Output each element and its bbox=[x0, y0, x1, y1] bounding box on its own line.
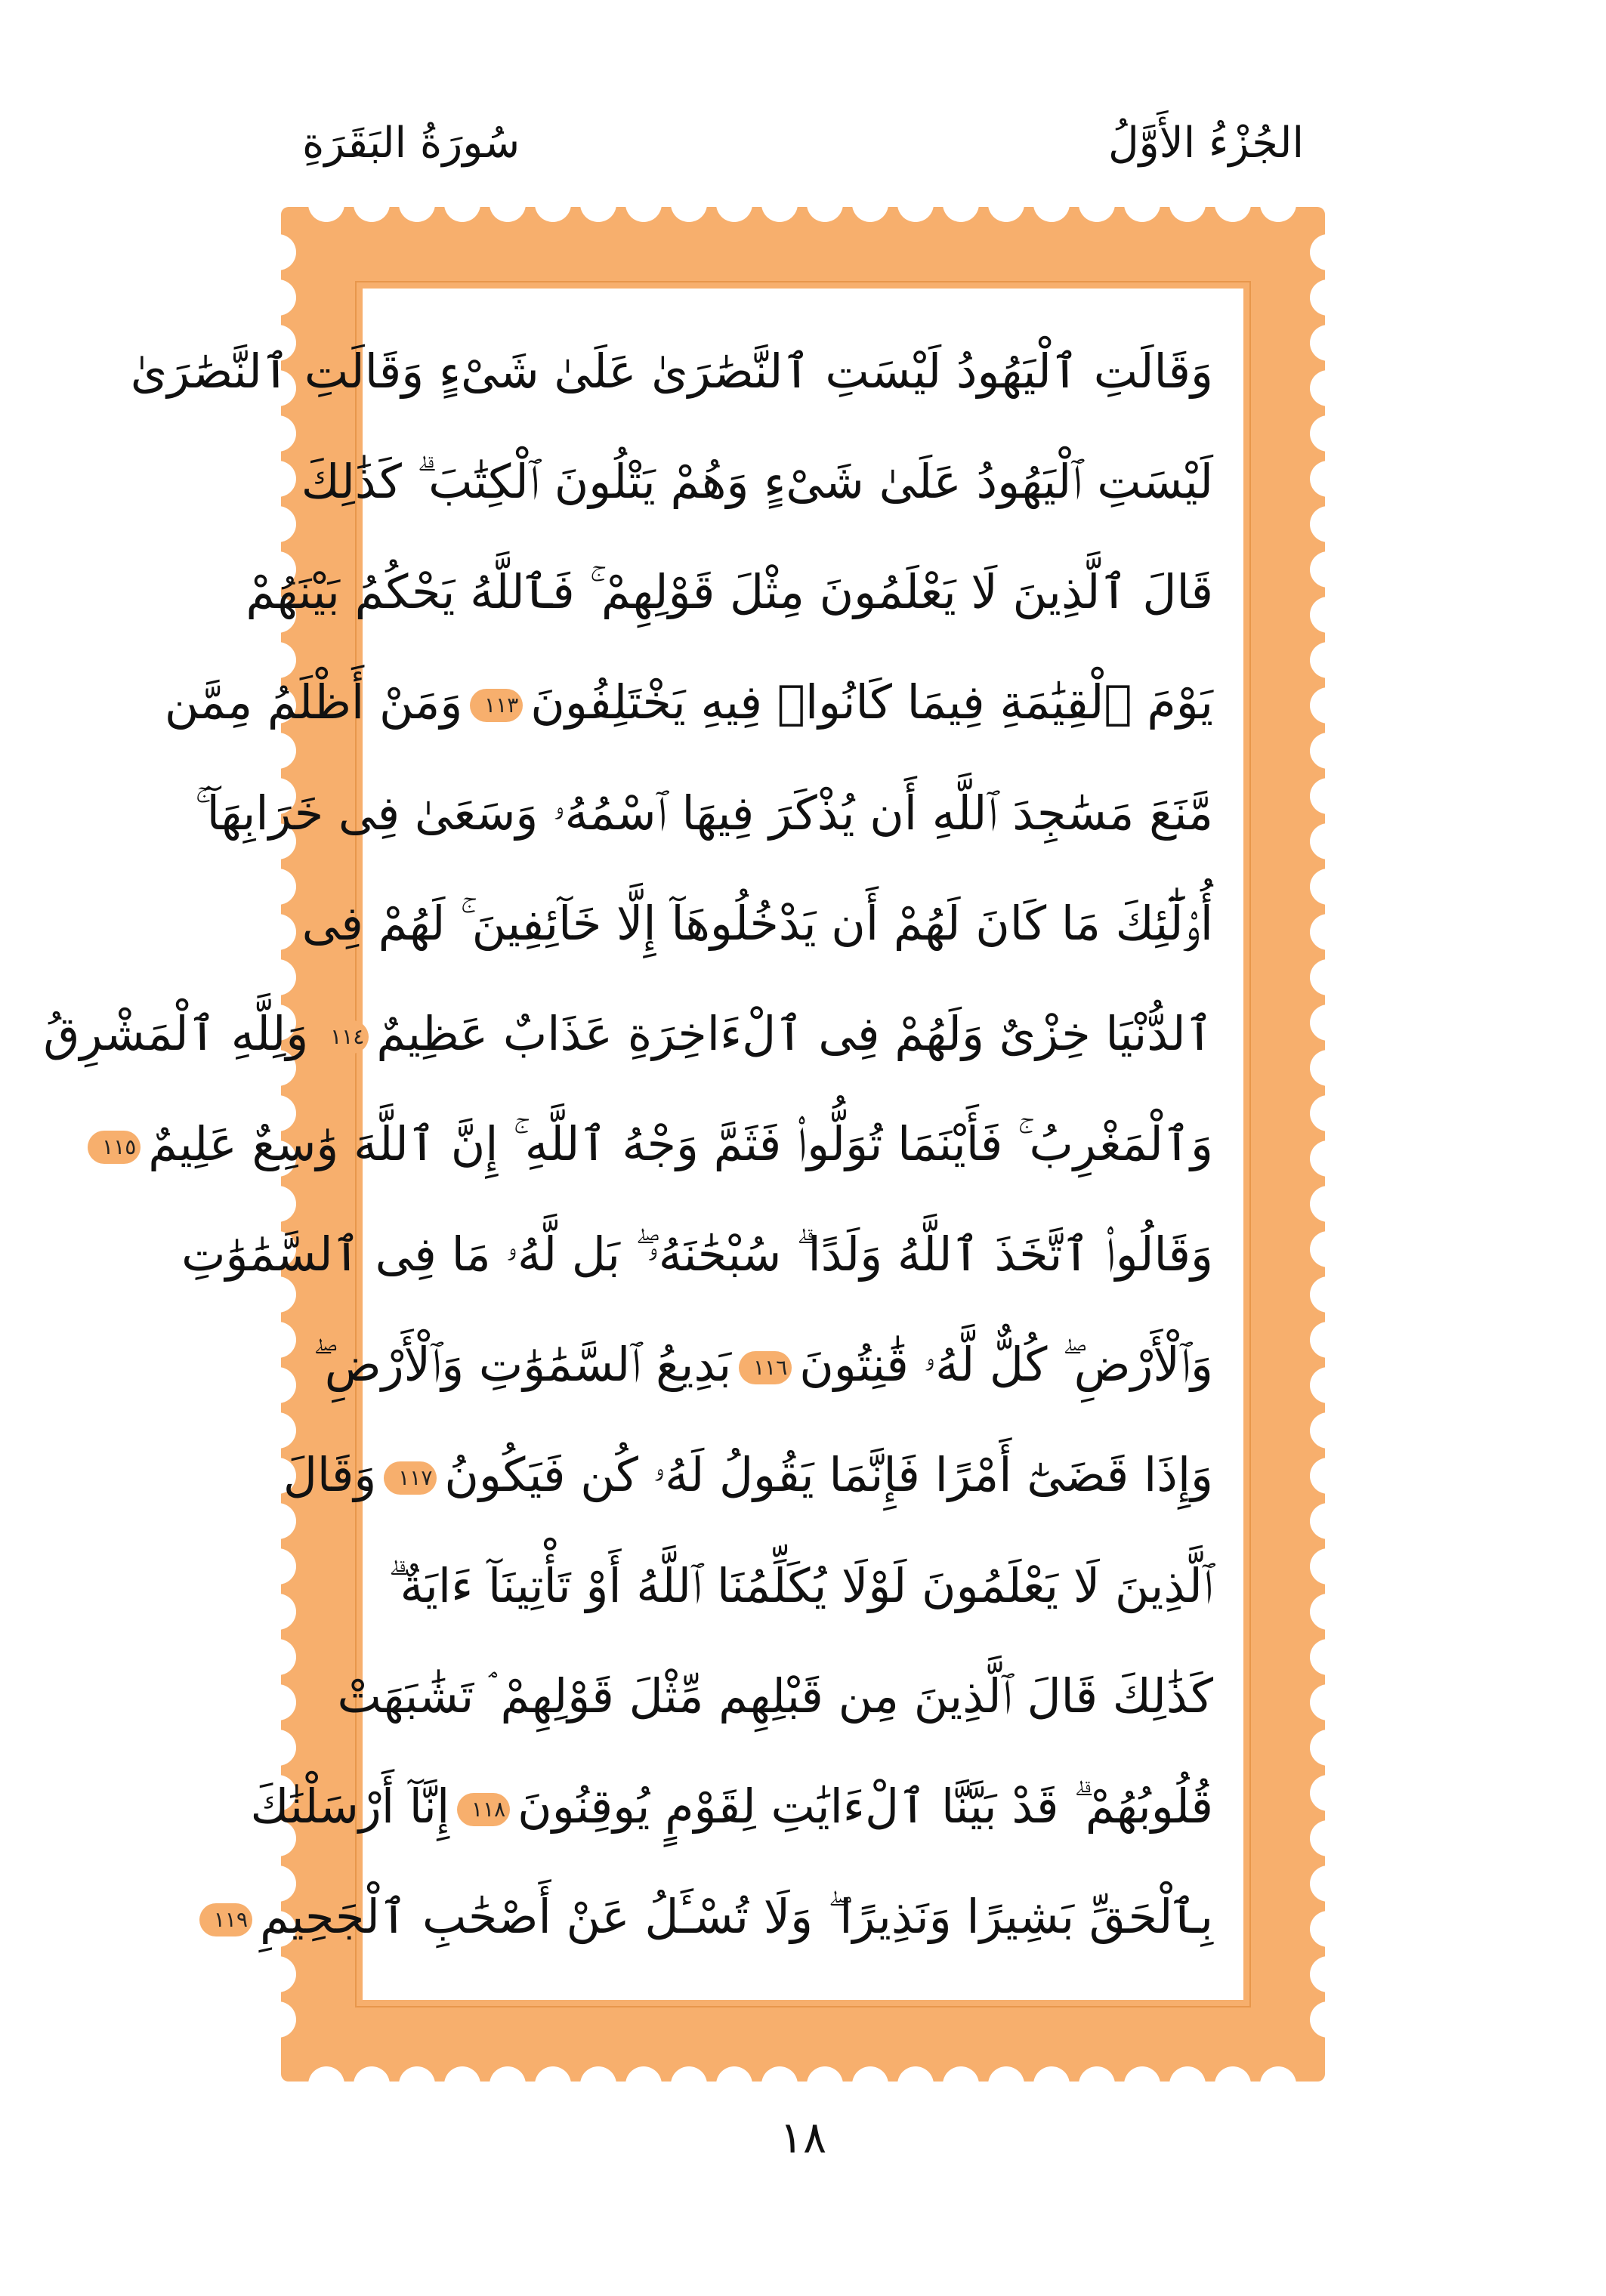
scallop-notch bbox=[625, 2066, 662, 2103]
scallop-notch bbox=[1310, 1367, 1346, 1403]
scallop-notch bbox=[1310, 1956, 1346, 1992]
scallop-notch bbox=[308, 186, 344, 222]
scallop-notch bbox=[625, 186, 662, 222]
scallop-notch bbox=[1310, 415, 1346, 452]
text-line-4 bbox=[164, 650, 1213, 755]
scallop-notch bbox=[260, 1367, 296, 1403]
scallop-notch bbox=[1079, 186, 1115, 222]
scallop-notch bbox=[943, 2066, 979, 2103]
scallop-notch bbox=[260, 1639, 296, 1675]
scallop-notch bbox=[1310, 370, 1346, 406]
text-line-12 bbox=[388, 1533, 1213, 1639]
scallop-notch bbox=[260, 2001, 296, 2038]
scallop-notch bbox=[260, 1594, 296, 1630]
scallop-notch bbox=[354, 186, 390, 222]
scallop-notch bbox=[1310, 1775, 1346, 1811]
scallop-notch bbox=[1310, 1730, 1346, 1766]
scallop-notch bbox=[444, 186, 480, 222]
scallop-notch bbox=[1310, 823, 1346, 859]
scallop-notch bbox=[580, 186, 616, 222]
ayah-number-marker: ١١٩ bbox=[199, 1903, 252, 1936]
text-panel bbox=[43, 282, 1249, 2006]
scallop-notch bbox=[1079, 2066, 1115, 2103]
verse-text: إِنَّآ أَرْسَلْنَٰكَ bbox=[250, 1778, 450, 1834]
scallop-notch bbox=[260, 506, 296, 542]
scallop-notch bbox=[1310, 1820, 1346, 1856]
verse-text: كَذَٰلِكَ قَالَ ٱلَّذِينَ مِن قَبْلِهِم مِّثْلَ قَوْلِهِمْ ۘ تَشَٰبَهَتْ bbox=[337, 1668, 1213, 1724]
scallop-notch bbox=[260, 234, 296, 270]
verse-text: بِٱلْحَقِّ بَشِيرًا وَنَذِيرًا ۖ وَلَا تُسْـَٔلُ عَنْ أَصْحَٰبِ ٱلْجَحِيمِ bbox=[260, 1888, 1213, 1944]
scallop-notch bbox=[1310, 1548, 1346, 1585]
quran-text-lines bbox=[43, 319, 1213, 1970]
scallop-notch bbox=[1215, 186, 1251, 222]
scallop-notch bbox=[1310, 1412, 1346, 1449]
scallop-notch bbox=[1310, 234, 1346, 270]
scallop-notch bbox=[260, 1322, 296, 1358]
text-line-2 bbox=[301, 429, 1213, 535]
verse-text: وَمَنْ أَظْلَمُ مِمَّن bbox=[164, 674, 463, 730]
scallop-notch bbox=[1310, 1186, 1346, 1222]
scallop-notch bbox=[260, 461, 296, 497]
scallop-notch bbox=[988, 186, 1024, 222]
scallop-notch bbox=[354, 2066, 390, 2103]
verse-text: وَلِلَّهِ ٱلْمَشْرِقُ bbox=[43, 1005, 309, 1061]
scallop-notch bbox=[1310, 1866, 1346, 1902]
text-line-11 bbox=[283, 1422, 1213, 1528]
verse-text: ٱلَّذِينَ لَا يَعْلَمُونَ لَوْلَا يُكَلِّمُنَا ٱللَّهُ أَوْ تَأْتِينَآ ءَايَةٌ ۗ bbox=[388, 1557, 1213, 1613]
verse-text: وَقَالَتِ ٱلْيَهُودُ لَيْسَتِ ٱلنَّصَٰرَىٰ عَلَىٰ شَىْءٍ وَقَالَتِ ٱلنَّصَٰرَىٰ bbox=[130, 344, 1213, 399]
verse-text: وَقَالَ bbox=[283, 1447, 377, 1503]
scallop-notch bbox=[535, 2066, 571, 2103]
scallop-notch bbox=[1124, 186, 1160, 222]
scallop-notch bbox=[1310, 2001, 1346, 2038]
ayah-number-marker: ١١٣ bbox=[470, 689, 523, 722]
ayah-number-marker: ١١٦ bbox=[739, 1351, 792, 1384]
scallop-notch bbox=[1260, 186, 1296, 222]
scallop-notch bbox=[1033, 186, 1070, 222]
scallop-notch bbox=[1310, 1322, 1346, 1358]
verse-text: قُلُوبُهُمْ ۗ قَدْ بَيَّنَّا ٱلْءَايَٰتِ لِقَوْمٍ يُوقِنُونَ bbox=[517, 1778, 1213, 1834]
scallop-notch bbox=[1310, 1004, 1346, 1041]
verse-text: ٱلدُّنْيَا خِزْىٌ وَلَهُمْ فِى ٱلْءَاخِرَةِ عَذَابٌ عَظِيمٌ bbox=[376, 1005, 1213, 1061]
scallop-notch bbox=[1310, 597, 1346, 633]
page-number: ١٨ bbox=[779, 2112, 827, 2163]
scallop-notch bbox=[988, 2066, 1024, 2103]
verse-text: وَٱلْمَغْرِبُ ۚ فَأَيْنَمَا تُوَلُّوا۟ فَثَمَّ وَجْهُ ٱللَّهِ ۚ إِنَّ ٱللَّهَ وَٰسِعٌ عَلِيمٌ bbox=[148, 1116, 1213, 1171]
scallop-notch bbox=[1215, 2066, 1251, 2103]
scallop-notch bbox=[1310, 1050, 1346, 1086]
verse-text: مَّنَعَ مَسَٰجِدَ ٱللَّهِ أَن يُذْكَرَ فِيهَا ٱسْمُهُۥ وَسَعَىٰ فِى خَرَابِهَآ ۚ bbox=[195, 785, 1213, 841]
verse-text: وَقَالُوا۟ ٱتَّخَذَ ٱللَّهُ وَلَدًا ۗ سُبْحَٰنَهُۥ ۖ بَل لَّهُۥ مَا فِى ٱلسَّمَٰوَٰتِ bbox=[181, 1227, 1213, 1282]
ayah-number-marker: ١١٧ bbox=[384, 1461, 437, 1495]
juz-name-header: الجُزْءُ الأَوَّلُ bbox=[1107, 119, 1304, 168]
scallop-notch bbox=[580, 2066, 616, 2103]
scallop-notch bbox=[535, 186, 571, 222]
text-line-15 bbox=[213, 1864, 1213, 1970]
text-line-8 bbox=[102, 1091, 1213, 1197]
scallop-notch bbox=[897, 2066, 934, 2103]
scallop-notch bbox=[1310, 914, 1346, 950]
text-line-1 bbox=[130, 319, 1213, 424]
scallop-notch bbox=[671, 2066, 707, 2103]
scallop-notch bbox=[1310, 506, 1346, 542]
scallop-notch bbox=[807, 186, 843, 222]
scallop-notch bbox=[1169, 186, 1206, 222]
verse-text: وَٱلْأَرْضِ ۖ كُلٌّ لَّهُۥ قَٰنِتُونَ bbox=[799, 1337, 1213, 1393]
scallop-notch bbox=[1124, 2066, 1160, 2103]
scallop-notch bbox=[399, 186, 435, 222]
scallop-notch bbox=[490, 2066, 526, 2103]
ayah-number-marker: ١١٥ bbox=[88, 1131, 141, 1164]
verse-text: يَوْمَ ٱلْقِيَٰمَةِ فِيمَا كَانُوا۟ فِيهِ يَخْتَلِفُونَ bbox=[530, 674, 1213, 730]
scallop-notch bbox=[1310, 1594, 1346, 1630]
scallop-notch bbox=[1310, 1458, 1346, 1494]
scallop-notch bbox=[716, 186, 752, 222]
scallop-notch bbox=[671, 186, 707, 222]
scallop-notch bbox=[308, 2066, 344, 2103]
scallop-notch bbox=[1310, 1639, 1346, 1675]
scallop-notch bbox=[260, 869, 296, 905]
scallop-notch bbox=[1310, 1684, 1346, 1720]
scallop-notch bbox=[716, 2066, 752, 2103]
scallop-notch bbox=[1310, 959, 1346, 995]
scallop-notch bbox=[852, 2066, 888, 2103]
scallop-notch bbox=[1310, 551, 1346, 588]
scallop-notch bbox=[1260, 2066, 1296, 2103]
scallop-notch bbox=[1310, 461, 1346, 497]
ornamental-frame bbox=[43, 207, 1325, 2082]
surah-name-header: سُورَةُ البَقَرَةِ bbox=[302, 119, 520, 168]
text-line-14 bbox=[250, 1754, 1213, 1859]
text-line-9 bbox=[181, 1202, 1213, 1307]
scallop-notch bbox=[1310, 733, 1346, 769]
scallop-notch bbox=[260, 279, 296, 316]
scallop-notch bbox=[761, 186, 798, 222]
scallop-notch bbox=[897, 186, 934, 222]
verse-text: وَإِذَا قَضَىٰٓ أَمْرًا فَإِنَّمَا يَقُولُ لَهُۥ كُن فَيَكُونُ bbox=[444, 1447, 1213, 1503]
scallop-notch bbox=[852, 186, 888, 222]
scallop-notch bbox=[260, 914, 296, 950]
ayah-number-marker: ١١٨ bbox=[457, 1793, 510, 1826]
scallop-notch bbox=[1033, 2066, 1070, 2103]
scallop-notch bbox=[399, 2066, 435, 2103]
scallop-notch bbox=[1310, 1911, 1346, 1947]
scallop-notch bbox=[1310, 1503, 1346, 1539]
verse-text: لَيْسَتِ ٱلْيَهُودُ عَلَىٰ شَىْءٍ وَهُمْ يَتْلُونَ ٱلْكِتَٰبَ ۗ كَذَٰلِكَ bbox=[301, 454, 1213, 510]
scallop-notch bbox=[1310, 279, 1346, 316]
scallop-notch bbox=[1310, 325, 1346, 361]
scallop-notch bbox=[761, 2066, 798, 2103]
scallop-notch bbox=[1310, 1140, 1346, 1177]
text-line-3 bbox=[246, 539, 1213, 645]
ayah-number-marker: ١١٤ bbox=[316, 1020, 369, 1054]
text-line-10 bbox=[313, 1312, 1213, 1418]
scallop-notch bbox=[1310, 1231, 1346, 1267]
verse-text: بَدِيعُ ٱلسَّمَٰوَٰتِ وَٱلْأَرْضِ ۖ bbox=[313, 1337, 732, 1393]
scallop-notch bbox=[1310, 869, 1346, 905]
scallop-notch bbox=[1310, 1276, 1346, 1313]
scallop-notch bbox=[260, 1548, 296, 1585]
scallop-notch bbox=[1310, 687, 1346, 724]
scallop-notch bbox=[807, 2066, 843, 2103]
scallop-notch bbox=[490, 186, 526, 222]
scallop-notch bbox=[444, 2066, 480, 2103]
scallop-notch bbox=[943, 186, 979, 222]
text-line-5 bbox=[195, 761, 1213, 866]
scallop-notch bbox=[1310, 778, 1346, 814]
scallop-notch bbox=[1310, 642, 1346, 678]
text-line-13 bbox=[337, 1643, 1213, 1749]
text-line-6 bbox=[301, 871, 1213, 977]
verse-text: أُو۟لَٰٓئِكَ مَا كَانَ لَهُمْ أَن يَدْخُلُوهَآ إِلَّا خَآئِفِينَ ۚ لَهُمْ فِى bbox=[301, 895, 1213, 951]
scallop-notch bbox=[1310, 1095, 1346, 1131]
text-line-7 bbox=[43, 981, 1213, 1087]
verse-text: قَالَ ٱلَّذِينَ لَا يَعْلَمُونَ مِثْلَ قَوْلِهِمْ ۚ فَٱللَّهُ يَحْكُمُ بَيْنَهُمْ bbox=[246, 564, 1213, 620]
scallop-notch bbox=[260, 1684, 296, 1720]
scallop-notch bbox=[1169, 2066, 1206, 2103]
